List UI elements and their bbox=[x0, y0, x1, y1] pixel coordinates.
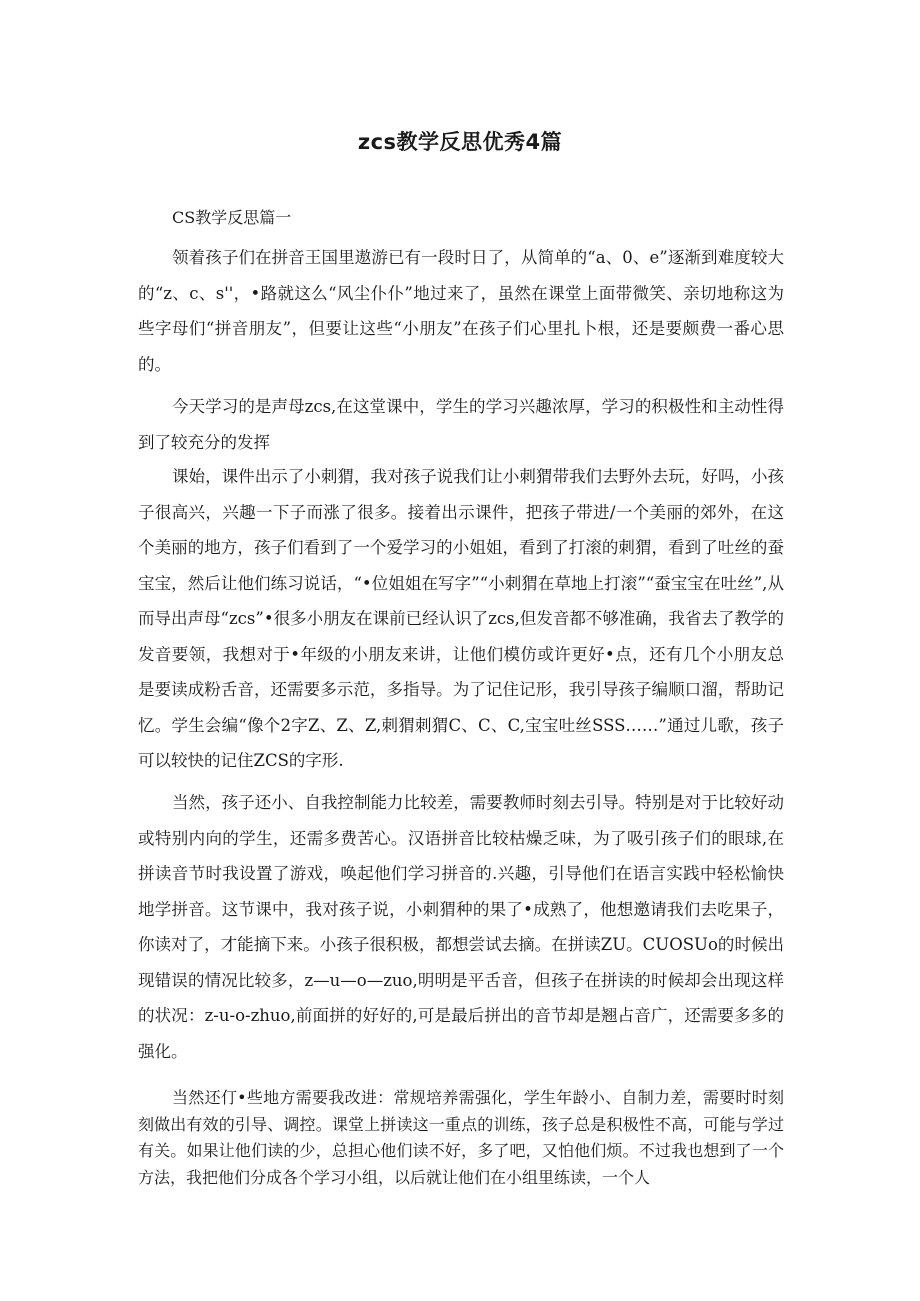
document-title: zcs教学反思优秀4篇 bbox=[357, 130, 563, 154]
paragraph-intro: 领着孩子们在拼音王国里遨游已有一段时日了，从简单的“a、0、e”逐渐到难度较大的“z、c、s''，•路就这么“风尘仆仆”地过来了，虽然在课堂上面带微笑、亲切地称这为些字母们“拼音朋友”，但要让这些“小朋友”在孩子们心里扎卜根，还是要颇费一番心思的。 bbox=[138, 248, 784, 374]
paragraph-lesson-start: 课始，课件出示了小刺猬，我对孩子说我们让小刺猬带我们去野外去玩，好吗，小孩子很高兴，兴趣一下子而涨了很多。接着出示课件，把孩子带进/一个美丽的郊外，在这个美丽的地方，孩子们看到了一个爱学习的小姐姐，看到了打滚的刺猬，看到了吐丝的蚕宝宝，然后让他们练习说话，“•位姐姐在写字”“小刺猬在草地上打滚”“蚕宝宝在吐丝”,从而导出声母“zcs”•很多小朋友在课前已经认识了zcs,但发音都不够准确，我省去了教学的发音要领，我想对于•年级的小朋友来讲，让他们模仿或许更好•点，还有几个小朋友总是要读成粉舌音，还需要多示范，多指导。为了记住记形，我引导孩子编顺口溜，帮助记忆。学生会编“像个2字Z、Z、Z,刺猬刺猬C、C、C,宝宝吐丝SSS……”通过儿歌，孩子可以较快的记住ZCS的字形. bbox=[138, 467, 784, 770]
section-heading: CS教学反思篇一 bbox=[172, 208, 292, 227]
paragraph-improvements: 当然还仃•些地方需要我改进：常规培养需强化，学生年龄小、自制力差，需要时时刻刻做出有效的引导、调控。课堂上拼读这一重点的训练，孩子总是积极性不高，可能与学过有关。如果让他们读的少，总担心他们读不好，多了吧，又怕他们烦。不过我也想到了一个方法，我把他们分成各个学习小组，以后就让他们在小组里练读，一个人 bbox=[138, 1088, 784, 1187]
paragraph-lesson-topic: 今天学习的是声母zcs,在这堂课中，学生的学习兴趣浓厚，学习的积极性和主动性得到了较充分的发挥 bbox=[138, 397, 784, 452]
paragraph-guidance: 当然，孩子还小、自我控制能力比较差，需要教师时刻去引导。特别是对于比较好动或特别内向的学生，还需多费苦心。汉语拼音比较枯燥乏味，为了吸引孩子们的眼球,在拼读音节时我设置了游戏，唤起他们学习拼音的.兴趣，引导他们在语言实践中轻松愉快地学拼音。这节课中，我对孩子说，小刺猬种的果了•成熟了，他想邀请我们去吃果子，你读对了，才能摘下来。小孩子很积极，都想尝试去摘。在拼读ZU。CUOSUo的时候出现错误的情况比较多，z—u—o—zuo,明明是平舌音，但孩子在拼读的时候却会出现这样的状况：z-u-o-zhuo,前面拼的好好的,可是最后拼出的音节却是翘占音广，还需要多多的强化。 bbox=[138, 793, 784, 1061]
